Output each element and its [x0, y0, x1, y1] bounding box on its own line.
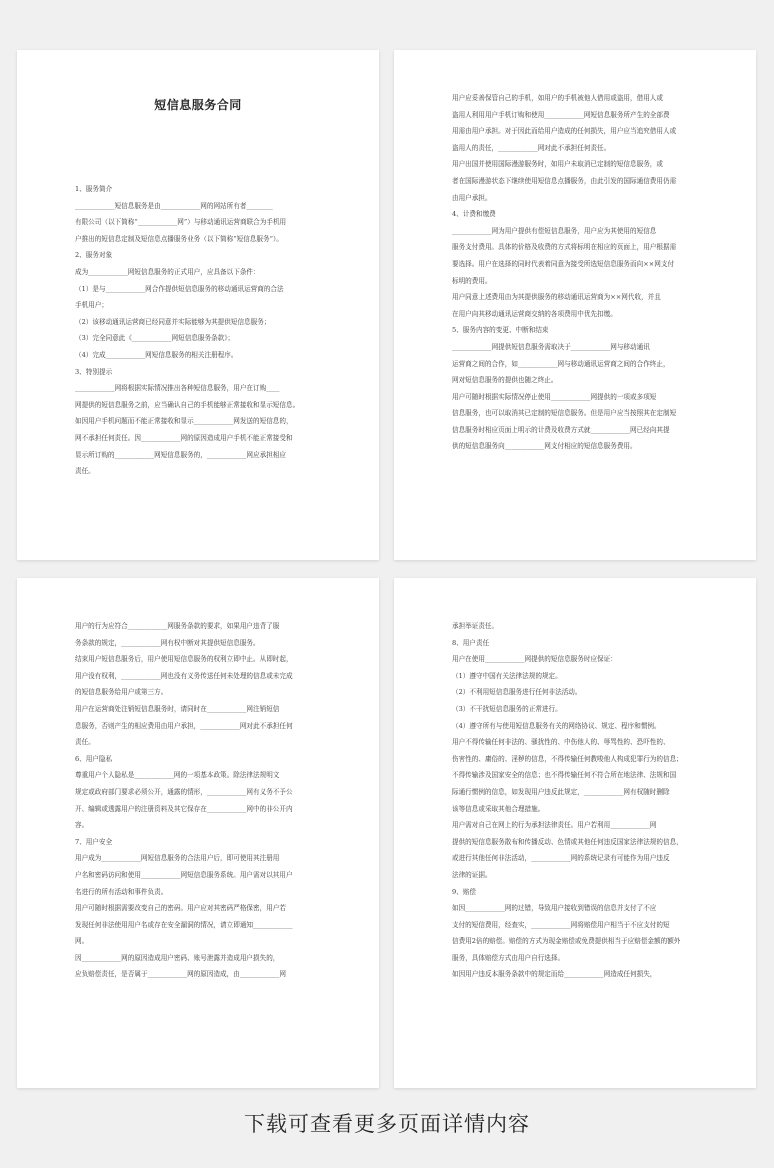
- text-line: 2、服务对象: [75, 251, 113, 260]
- text-line: 承担举证责任。: [452, 622, 499, 630]
- text-line: 用户不得传输任何非法的、骚扰性的、中伤他人的、辱骂性的、恐吓性的、: [452, 738, 670, 747]
- text-line: 用户可随时根据实际情况停止使用____________网提供的一项或多项短: [452, 392, 657, 401]
- download-more-caption: 下载可查看更多页面详情内容: [244, 1112, 530, 1136]
- text-line: 或进行其他任何非法活动，____________网的系统记录有可能作为用户违反: [452, 854, 670, 863]
- text-line: ____________网将根据实际情况推出各种短信息服务，用户在订购____: [75, 384, 280, 393]
- text-line: 手机用户；: [75, 301, 108, 310]
- text-line: 信息服务，也可以取消其已定制的短信息服务。但是用户应当按照其在定制短: [452, 409, 677, 418]
- text-line: 息服务，否则产生的相应费用由用户承担，____________网对此不承担任何: [75, 721, 293, 730]
- text-line: 4、计费和缴费: [452, 210, 496, 219]
- text-line: 用户应妥善保管自己的手机，如用户的手机被他人借用或盗用，借用人或: [452, 94, 663, 102]
- text-line: 如因用户手机问题而不能正常接收和显示____________网发送的短信息的，: [75, 417, 293, 426]
- text-line: 伤害性的、庸俗的、淫秽的信息，不得传输任何教唆他人构成犯罪行为的信息；: [452, 754, 683, 763]
- text-line: 责任。: [75, 738, 95, 747]
- text-line: 因____________网的原因造成用户密码、账号泄露并造成用户损失的，: [75, 953, 280, 962]
- text-line: 用户出国并使用国际漫游服务时，如用户未取消已定制的短信息服务，或: [452, 160, 663, 169]
- text-line: 用户可随时根据需要改变自己的密码。用户应对其密码严格保密，用户若: [75, 904, 286, 913]
- text-line: （3）不干扰短信息服务的正常进行。: [452, 704, 562, 713]
- text-line: 开、编辑或透露用户的注册资料及其它保存在____________网中的非公开内: [75, 804, 293, 813]
- text-line: （1）是与____________网合作提供短信息服务的移动通讯运营商的合法: [75, 284, 284, 293]
- text-line: 用户同意上述费用由为其提供服务的移动通讯运营商为××网代收，并且: [452, 293, 661, 302]
- text-line: 由用户承担。: [452, 193, 492, 202]
- page-4-text: [452, 618, 698, 983]
- page-1-text: [75, 181, 321, 480]
- text-line: 用需由用户承担。对于因此而给用户造成的任何损失，用户应当追究借用人或: [452, 127, 677, 136]
- text-line: 网提供的短信息服务之前，应当确认自己的手机能够正常接收和显示短信息。: [75, 400, 300, 409]
- text-line: 者在国际漫游状态下继续使用短信息点播服务，由此引发的国际通信费用仍需: [452, 176, 677, 185]
- document-page-1: [17, 50, 379, 560]
- text-line: 网不承担任何责任。因____________网的原因造成用户手机不能正常接受和: [75, 433, 293, 442]
- text-line: 用户没有权利，____________网也没有义务传送任何未处理的信息或未完成: [75, 671, 293, 680]
- text-line: 发现任何非法使用用户名或存在安全漏洞的情况，请立即通知____________: [75, 920, 293, 929]
- text-line: （3）完全同意此《____________网短信息服务条款》；: [75, 334, 235, 343]
- contract-title: 短信息服务合同: [154, 98, 242, 112]
- text-line: ____________网提供短信息服务需取决于____________网与移动通讯: [452, 342, 650, 351]
- text-line: 尊重用户个人隐私是____________网的一项基本政策。除法律法规明文: [75, 771, 280, 780]
- text-line: 信息服务时相应页面上明示的计费及收费方式就____________网已经向其提: [452, 425, 670, 434]
- text-line: 用户需对自己在网上的行为承担法律责任。用户若利用____________网: [452, 821, 657, 830]
- text-line: 用户的行为应符合____________网服务条款的要求，如果用户违背了服: [75, 622, 280, 630]
- text-line: 要选择。用户在选择的同时代表着同意为接受所选短信息服务而向××网支付: [452, 259, 675, 268]
- text-line: 信费用2倍的赔偿。赔偿的方式为现金赔偿或免费提供相当于应赔偿金额的额外: [452, 937, 681, 946]
- text-line: 运营商之间的合作，如____________网与移动通讯运营商之间的合作终止，: [452, 359, 670, 368]
- text-line: 服务支付费用。具体的价格及收费的方式将标明在相应的页面上，用户根据需: [452, 243, 677, 252]
- text-line: 结束用户短信息服务后，用户使用短信息服务的权利立即中止。从即时起，: [75, 655, 293, 664]
- text-line: 户推出的短信息定制及短信息点播服务业务（以下简称“短信息服务”）。: [75, 234, 283, 243]
- text-line: 该等信息或采取其他合理措施。: [452, 804, 545, 813]
- text-line: 显示所订购的____________网短信息服务的，____________网应承担相应: [75, 450, 286, 459]
- page-3-text: [75, 618, 321, 983]
- text-line: 盗用人的责任，____________网对此不承担任何责任。: [452, 143, 611, 152]
- text-line: （2）该移动通讯运营商已经同意并实际能够为其提供短信息服务；: [75, 317, 271, 326]
- text-line: 在用户向其移动通讯运营商交纳的各项费用中优先扣缴。: [452, 309, 617, 318]
- text-line: 法律的证据。: [452, 870, 492, 879]
- text-line: 的短信息服务给用户或第三方。: [75, 688, 168, 697]
- text-line: （1）遵守中国有关法律法规的规定。: [452, 671, 562, 680]
- page-2-text: [452, 90, 698, 455]
- text-line: 用户成为____________网短信息服务的合法用户后，即可使用其注册用: [75, 854, 280, 863]
- text-line: 责任。: [75, 467, 95, 476]
- text-line: 户名和密码访问和使用____________网短信息服务系统。用户需对以其用户: [75, 870, 293, 879]
- text-line: 用户在使用____________网提供的短信息服务时应保证：: [452, 655, 617, 664]
- text-line: 名进行的所有活动和事件负责。: [75, 887, 168, 896]
- text-line: 规定或政府部门要求必须公开，通露的情形，____________网有义务不予公: [75, 787, 293, 796]
- text-line: 1、服务简介: [75, 185, 113, 193]
- text-line: 3、特别提示: [75, 367, 113, 376]
- text-line: 5、服务内容的变更、中断和结束: [452, 326, 549, 335]
- text-line: （4）遵守所有与使用短信息服务有关的网络协议、规定、程序和惯例。: [452, 721, 661, 730]
- text-line: ____________网为用户提供有偿短信息服务，用户应为其使用的短信息: [452, 226, 657, 235]
- text-line: 服务，具体赔偿方式由用户自行选择。: [452, 953, 565, 962]
- text-line: 网。: [75, 937, 89, 946]
- text-line: 成为____________网短信息服务的正式用户，应具备以下条件：: [75, 267, 260, 276]
- document-page-4: [394, 578, 756, 1088]
- text-line: 如因用户违反本服务条款中的规定而给____________网造成任何损失，: [452, 970, 657, 979]
- text-line: 7、用户安全: [75, 837, 113, 846]
- text-line: （4）完成____________网短信息服务的相关注册程序。: [75, 350, 238, 359]
- text-line: 9、赔偿: [452, 887, 476, 896]
- text-line: 务条款的规定，____________网有权中断对其提供短信息服务。: [75, 638, 260, 647]
- document-page-3: [17, 578, 379, 1088]
- text-line: 标明的费用。: [452, 276, 492, 285]
- text-line: 有限公司（以下简称“____________网”）与移动通讯运营商联合为手机用: [75, 218, 287, 227]
- text-line: 盗用人利用用户手机订购和使用____________网短信息服务所产生的全部费: [452, 110, 670, 119]
- text-line: 8、用户责任: [452, 638, 490, 647]
- text-line: ____________短信息服务是由____________网的网站所有者________: [75, 201, 273, 210]
- text-line: 6、用户隐私: [75, 754, 113, 763]
- text-line: 应负赔偿责任，是否属于____________网的原因造成，由____________网: [75, 970, 286, 979]
- text-line: 如因____________网的过错，导致用户接收到错误的信息并支付了不应: [452, 904, 657, 913]
- text-line: 网对短信息服务的提供也随之终止。: [452, 376, 558, 385]
- document-page-2: [394, 50, 756, 560]
- text-line: 提供的短信息服务散布和传播反动、色情或其他任何违反国家法律法规的信息，: [452, 837, 683, 846]
- text-line: 支付的短信费用，经查实，____________网将赔偿用户相当于不应支付的短: [452, 920, 670, 929]
- text-line: 不得传输涉及国家安全的信息；也不得传输任何不符合所在地法律、法规和国: [452, 771, 677, 780]
- text-line: 际通行惯例的信息，如发现用户违反此规定，____________网有权随时删除: [452, 787, 670, 796]
- text-line: 用户在运营商处注销短信息服务时，请同时在____________网注销短信: [75, 704, 280, 713]
- text-line: 容。: [75, 821, 89, 830]
- text-line: （2）不利用短信息服务进行任何非法活动。: [452, 688, 582, 697]
- text-line: 供的短信息服务向____________网支付相应的短信息服务费用。: [452, 442, 637, 451]
